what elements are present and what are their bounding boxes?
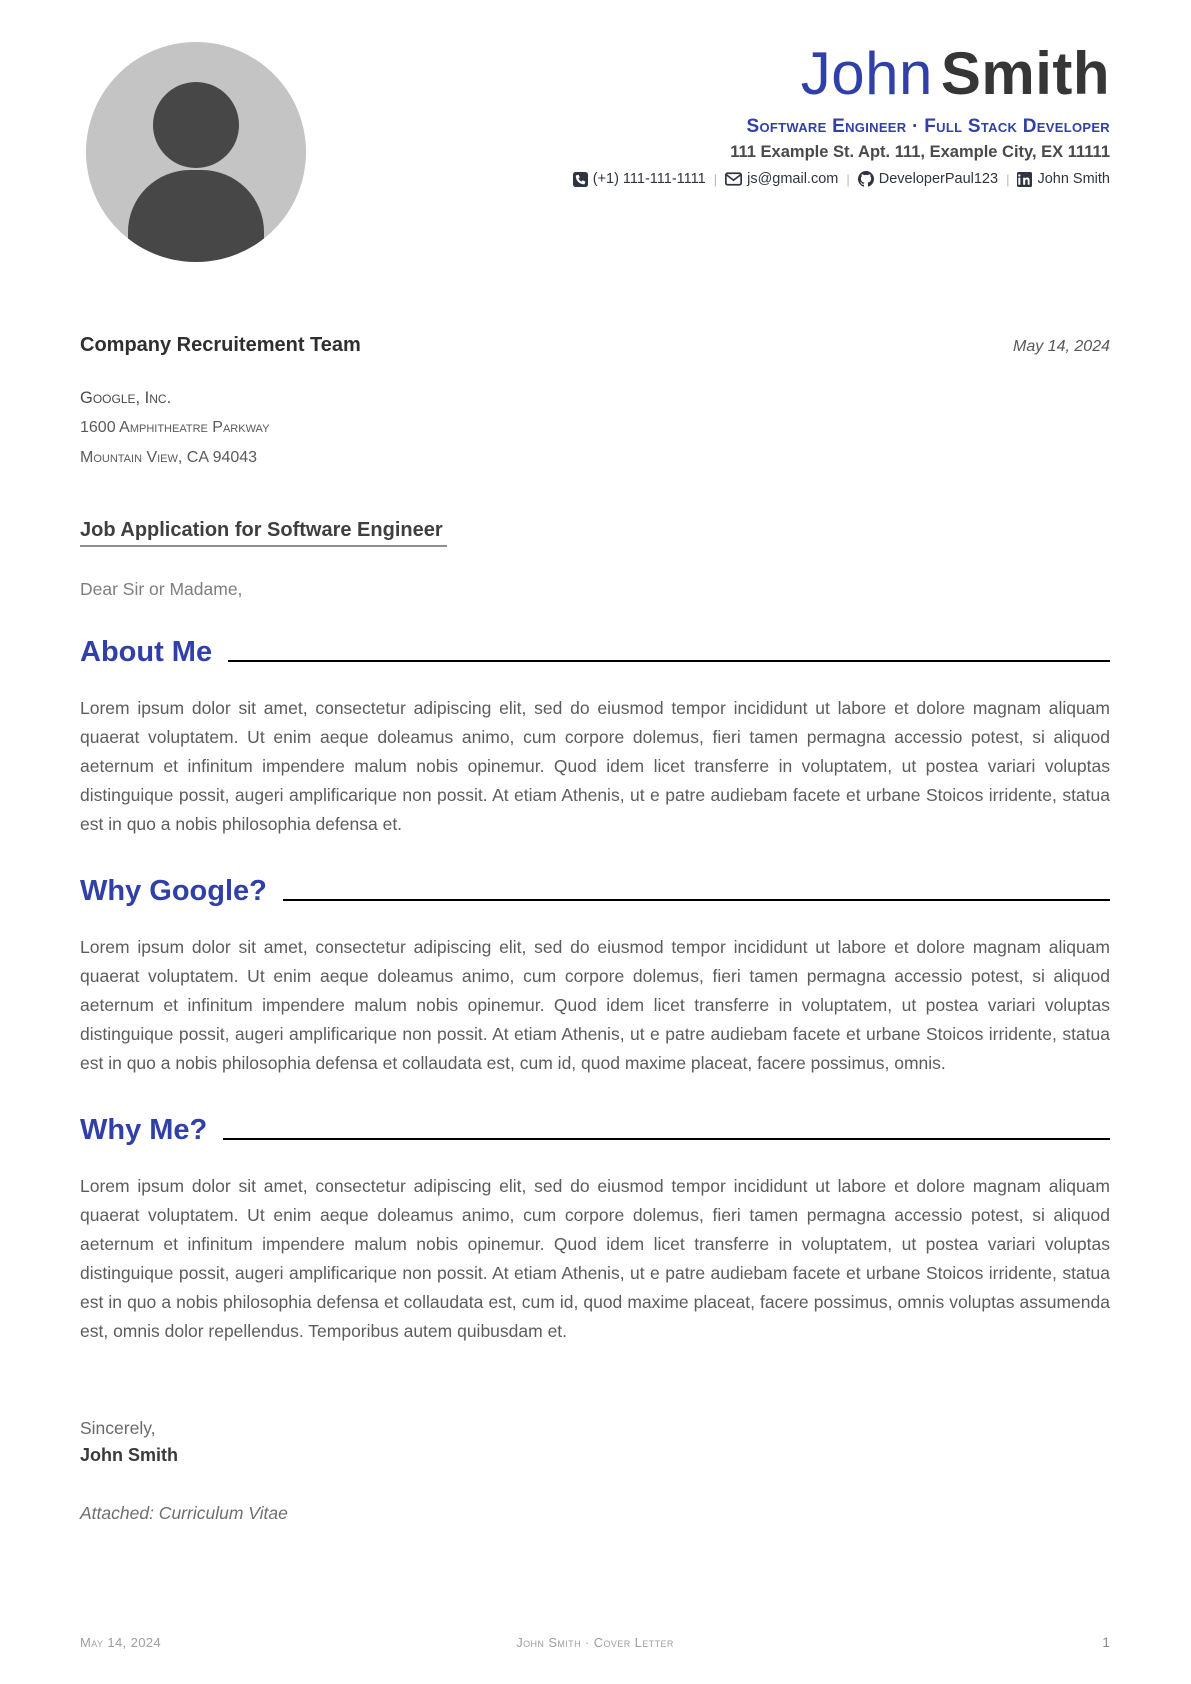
name-heading [573, 42, 1110, 106]
letter-closing: Sincerely, [80, 1418, 156, 1438]
first-name: John [800, 40, 933, 107]
contact-separator: | [713, 171, 718, 187]
section-why-google [80, 875, 1110, 1078]
company-address-line-1: 1600 Amphitheatre Parkway [80, 419, 270, 436]
github-icon [858, 171, 874, 187]
person-icon [153, 82, 239, 168]
section-title: Why Google? [80, 875, 267, 907]
contact-row [573, 171, 1110, 187]
email-icon [725, 172, 742, 186]
letter-opening: Dear Sir or Madame, [80, 579, 243, 599]
email-address: js@gmail.com [747, 171, 839, 187]
section-rule [283, 899, 1110, 901]
contact-separator: | [846, 171, 850, 187]
github-contact[interactable] [858, 171, 998, 187]
section-title: About Me [80, 636, 213, 668]
footer-document-title: John Smith · Cover Letter [516, 1635, 674, 1650]
linkedin-name: John Smith [1037, 171, 1110, 187]
company-address-block [80, 383, 1110, 473]
home-address: 111 Example St. Apt. 111, Example City, EX 11111 [730, 143, 1110, 161]
github-username: DeveloperPaul123 [878, 171, 999, 187]
footer-page-number: 1 [1102, 1634, 1110, 1650]
person-icon-body [128, 170, 264, 262]
header-identity-block [573, 42, 1110, 187]
recipient-row [80, 334, 1110, 357]
section-why-me [80, 1114, 1110, 1346]
company-name: Google, Inc. [80, 389, 172, 407]
email-contact[interactable] [725, 171, 838, 187]
recipient-title: Company Recruitement Team [80, 334, 361, 356]
company-address-line-2: Mountain View, CA 94043 [80, 449, 258, 466]
avatar [86, 42, 306, 262]
linkedin-icon [1017, 172, 1032, 187]
letter-subject-text: Job Application for Software Engineer [80, 519, 447, 547]
phone-contact[interactable] [573, 171, 706, 187]
section-heading [80, 1114, 1110, 1146]
linkedin-contact[interactable] [1017, 171, 1110, 187]
section-paragraph: Lorem ipsum dolor sit amet, consectetur adipiscing elit, sed do eiusmod tempor incididunt ut labore et dolore magnam aliquam quaerat voluptatem. Ut enim aeque doleamus animo, cum corpore dolemus, fieri tamen permagna accessio potest, si aliquod aeternum et infinitum impendere malum nobis opinemur. Quod idem licet transferre in voluptatem, ut postea variari voluptas distinguique possit, augeri amplificarique non possit. At etiam Athenis, ut e patre audiebam facete et urbane Stoicos irridente, statua est in quo a nobis philosophia defensa et. [80, 698, 1110, 834]
contact-separator: | [1006, 171, 1010, 187]
signature-name: John Smith [80, 1445, 178, 1465]
letter-subject [80, 519, 1110, 547]
phone-icon [573, 172, 588, 187]
section-rule [228, 660, 1110, 662]
attachment-note: Attached: Curriculum Vitae [80, 1503, 288, 1523]
letter-header [80, 42, 1110, 270]
section-heading [80, 636, 1110, 668]
section-title: Why Me? [80, 1114, 208, 1146]
section-paragraph: Lorem ipsum dolor sit amet, consectetur adipiscing elit, sed do eiusmod tempor incididunt ut labore et dolore magnam aliquam quaerat voluptatem. Ut enim aeque doleamus animo, cum corpore dolemus, fieri tamen permagna accessio potest, si aliquod aeternum et infinitum impendere malum nobis opinemur. Quod idem licet transferre in voluptatem, ut postea variari voluptas distinguique possit, augeri amplificarique non possit. At etiam Athenis, ut e patre audiebam facete et urbane Stoicos irridente, statua est in quo a nobis philosophia defensa et collaudata est, cum id, quod maxime placeat, facere possimus, omnis voluptas assumenda est, omnis dolor repellendus. Temporibus autem quibusdam et. [80, 1176, 1110, 1341]
section-rule [223, 1138, 1110, 1140]
page-footer [80, 1634, 1110, 1650]
footer-date: May 14, 2024 [80, 1635, 162, 1650]
position-title: Software Engineer · Full Stack Developer [746, 116, 1110, 137]
phone-number: (+1) 111-111-1111 [592, 171, 706, 187]
letter-date: May 14, 2024 [1013, 338, 1110, 355]
last-name: Smith [940, 40, 1110, 107]
section-about-me [80, 636, 1110, 839]
section-paragraph: Lorem ipsum dolor sit amet, consectetur adipiscing elit, sed do eiusmod tempor incididunt ut labore et dolore magnam aliquam quaerat voluptatem. Ut enim aeque doleamus animo, cum corpore dolemus, fieri tamen permagna accessio potest, si aliquod aeternum et infinitum impendere malum nobis opinemur. Quod idem licet transferre in voluptatem, ut postea variari voluptas distinguique possit, augeri amplificarique non possit. At etiam Athenis, ut e patre audiebam facete et urbane Stoicos irridente, statua est in quo a nobis philosophia defensa et collaudata est, cum id, quod maxime placeat, facere possimus, omnis. [80, 937, 1110, 1073]
section-heading [80, 875, 1110, 907]
